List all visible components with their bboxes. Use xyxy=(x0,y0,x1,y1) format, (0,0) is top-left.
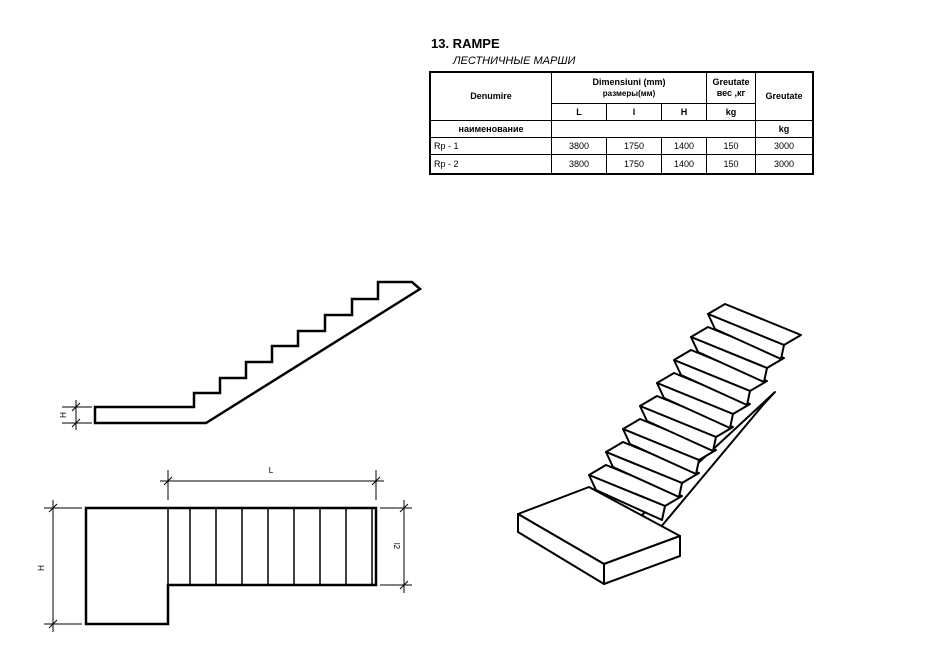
header-dim-ro: Dimensiuni (mm) xyxy=(592,77,666,87)
row1-H: 1400 xyxy=(662,138,707,155)
row2-w2: 3000 xyxy=(756,155,814,175)
page-title: 13. RAMPE xyxy=(431,36,500,51)
plan-view xyxy=(37,466,412,632)
row1-L: 3800 xyxy=(552,138,607,155)
header-name-ru: наименование xyxy=(430,121,552,138)
plan-label-L: L xyxy=(268,466,274,475)
row1-l: 1750 xyxy=(607,138,662,155)
header-name-ro: Denumire xyxy=(470,91,512,101)
row2-l: 1750 xyxy=(607,155,662,175)
isometric-view xyxy=(518,304,801,584)
header-weight2-unit: kg xyxy=(756,121,814,138)
row2-H: 1400 xyxy=(662,155,707,175)
header-weight2-ro: Greutate xyxy=(765,91,803,101)
row1-w1: 150 xyxy=(707,138,756,155)
plan-label-l2: l2 xyxy=(392,542,401,550)
header-dim-l: l xyxy=(607,104,662,121)
plan-label-H: H xyxy=(37,565,46,571)
plan-H-dimension xyxy=(44,500,82,632)
header-dim-L: L xyxy=(552,104,607,121)
header-dim-H: H xyxy=(662,104,707,121)
row2-L: 3800 xyxy=(552,155,607,175)
row1-w2: 3000 xyxy=(756,138,814,155)
plan-outline xyxy=(86,508,376,624)
side-elevation xyxy=(59,282,420,430)
plan-steps xyxy=(168,508,372,585)
header-weight1-unit: kg xyxy=(707,104,756,121)
header-weight1-ro: Greutate xyxy=(712,77,750,87)
row2-name: Rp - 2 xyxy=(430,155,552,175)
side-label-H: H xyxy=(59,412,68,418)
header-weight1-ru: вес ,кг xyxy=(716,88,746,98)
row1-name: Rp - 1 xyxy=(430,138,552,155)
page-subtitle: ЛЕСТНИЧНЫЕ МАРШИ xyxy=(453,55,576,67)
header-dim-ru: размеры(мм) xyxy=(602,89,656,98)
row2-w1: 150 xyxy=(707,155,756,175)
side-profile xyxy=(95,282,420,423)
